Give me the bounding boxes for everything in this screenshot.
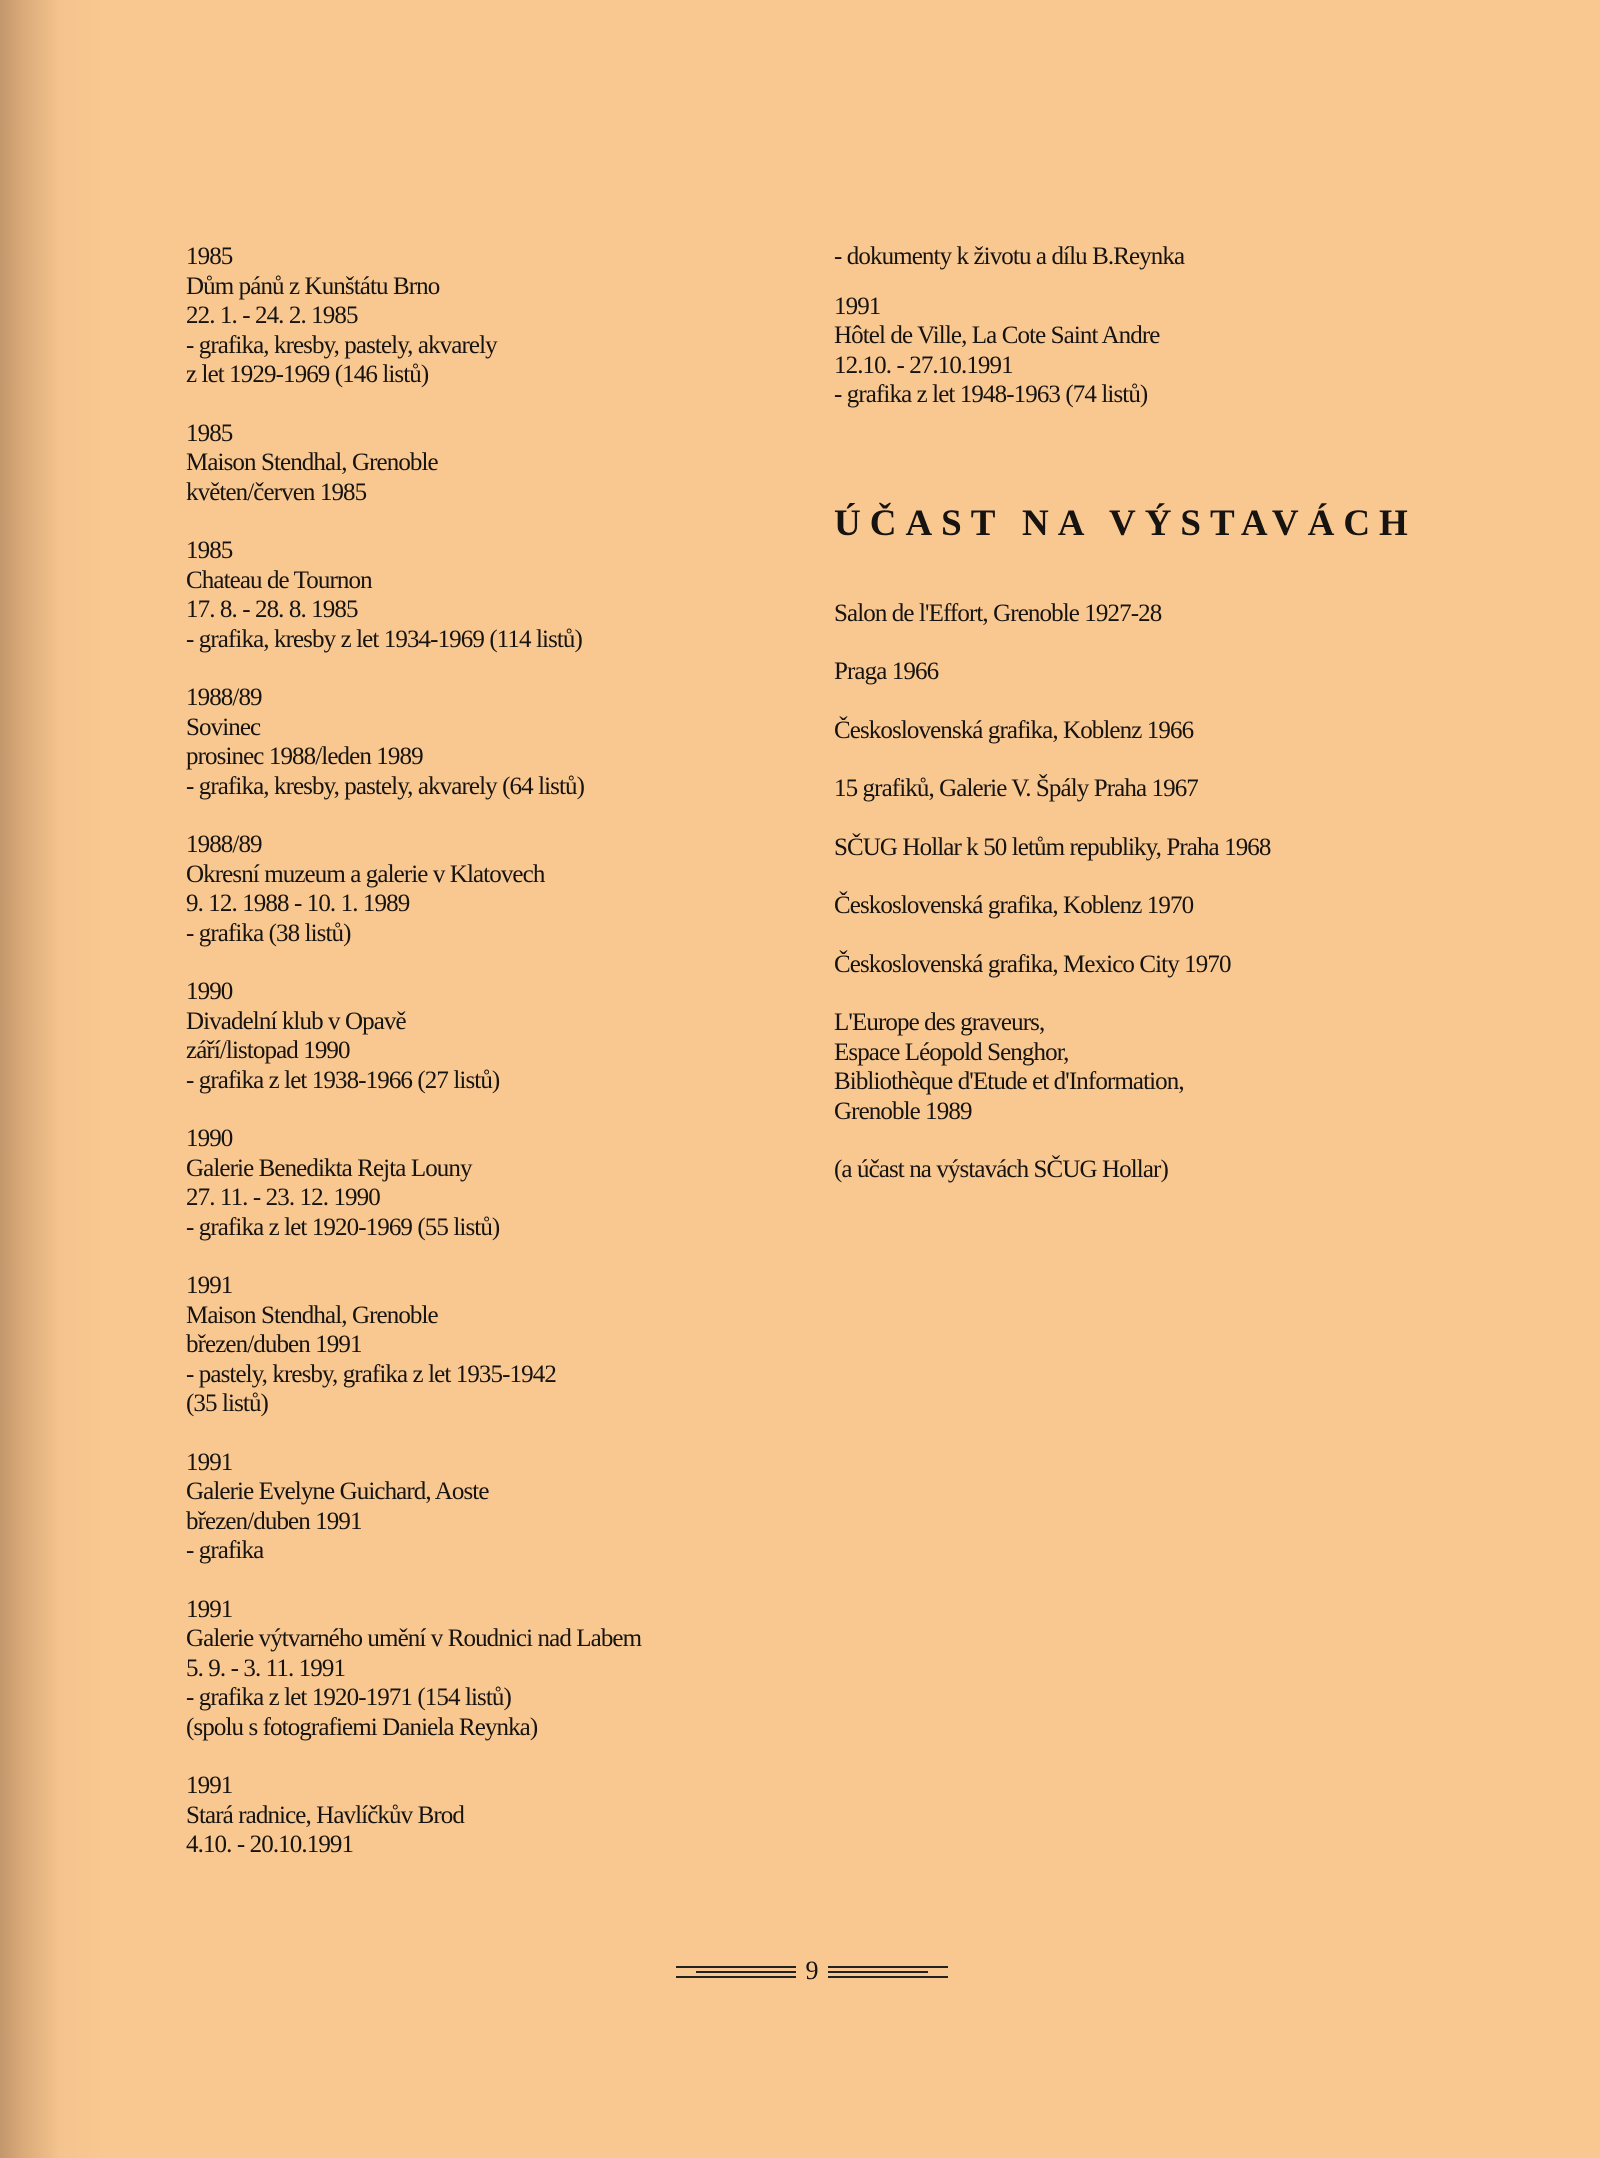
entry-line: Okresní muzeum a galerie v Klatovech: [186, 860, 545, 888]
exhibition-entry: [186, 830, 806, 948]
entry-line: 1991: [834, 292, 881, 320]
entry-line: (spolu s fotografiemi Daniela Reynka): [186, 1713, 538, 1741]
entry-line: Dům pánů z Kunštátu Brno: [186, 272, 440, 300]
entry-line: 1990: [186, 978, 233, 1005]
participation-item: [834, 891, 1474, 921]
entry-line: z let 1929-1969 (146 listů): [186, 361, 429, 388]
entry-line: - grafika z let 1948-1963 (74 listů): [834, 381, 1148, 408]
page-footer: [676, 1956, 948, 1986]
entry-line: 1991: [186, 1448, 233, 1476]
entry-line: - grafika, kresby, pastely, akvarely: [186, 331, 497, 359]
entry-line: Stará radnice, Havlíčkův Brod: [186, 1801, 464, 1829]
entry-line: Divadelní klub v Opavě: [186, 1007, 406, 1035]
exhibition-entry: [186, 1448, 806, 1566]
exhibition-entry: [186, 1124, 806, 1242]
entry-line: 15 grafiků, Galerie V. Špály Praha 1967: [834, 775, 1198, 802]
entry-line: Galerie výtvarného umění v Roudnici nad Labem: [186, 1625, 642, 1652]
exhibition-entry: [186, 536, 806, 654]
entry-line: Grenoble 1989: [834, 1097, 972, 1125]
entry-line: Maison Stendhal, Grenoble: [186, 449, 438, 476]
entry-line: 1985: [186, 243, 233, 270]
participation-item: [834, 1155, 1474, 1185]
page-number: 9: [805, 1956, 819, 1985]
entry-line: L'Europe des graveurs,: [834, 1009, 1045, 1036]
participation-item: [834, 833, 1474, 863]
entry-line: - grafika z let 1920-1971 (154 listů): [186, 1684, 511, 1711]
entry-line: Hôtel de Ville, La Cote Saint Andre: [834, 322, 1160, 349]
entry-line: 1991: [186, 1772, 233, 1799]
participation-item: [834, 599, 1474, 629]
entry-line: Galerie Evelyne Guichard, Aoste: [186, 1478, 489, 1505]
entry-line: Galerie Benedikta Rejta Louny: [186, 1154, 472, 1182]
entry-line: 1988/89: [186, 831, 262, 858]
right-column-exhibitions: [834, 242, 1474, 410]
participation-list: [834, 599, 1474, 1185]
participation-item: [834, 1008, 1474, 1126]
entry-line: Československá grafika, Koblenz 1970: [834, 892, 1194, 919]
entry-line: 1991: [186, 1595, 233, 1623]
entry-line: Praga 1966: [834, 658, 939, 685]
entry-line: 5. 9. - 3. 11. 1991: [186, 1654, 346, 1682]
entry-line: Maison Stendhal, Grenoble: [186, 1301, 438, 1329]
participation-item: [834, 657, 1474, 687]
entry-line: 1991: [186, 1272, 233, 1299]
participation-item: [834, 774, 1474, 804]
entry-line: 17. 8. - 28. 8. 1985: [186, 596, 358, 623]
entry-line: 1988/89: [186, 684, 262, 711]
entry-line: 1985: [186, 419, 233, 447]
entry-line: - dokumenty k životu a dílu B.Reynka: [834, 243, 1185, 270]
entry-line: 22. 1. - 24. 2. 1985: [186, 302, 358, 329]
entry-line: Bibliothèque d'Etude et d'Information,: [834, 1068, 1184, 1095]
footer-rule-right: [828, 1956, 948, 1986]
entry-line: březen/duben 1991: [186, 1507, 362, 1535]
exhibition-entry: [834, 242, 1474, 272]
section-heading-participation: ÚČAST NA VÝSTAVÁCH: [834, 502, 1417, 544]
participation-item: [834, 716, 1474, 746]
exhibition-entry: [186, 1595, 806, 1743]
entry-line: (a účast na výstavách SČUG Hollar): [834, 1156, 1168, 1183]
entry-line: Československá grafika, Mexico City 1970: [834, 950, 1231, 978]
exhibition-entry: [186, 242, 806, 390]
entry-line: - pastely, kresby, grafika z let 1935-1942: [186, 1360, 556, 1388]
exhibition-entry: [186, 1271, 806, 1419]
entry-line: 4.10. - 20.10.1991: [186, 1831, 354, 1858]
entry-line: Espace Léopold Senghor,: [834, 1038, 1069, 1066]
entry-line: 27. 11. - 23. 12. 1990: [186, 1184, 380, 1211]
entry-line: 1990: [186, 1125, 233, 1152]
entry-line: 12.10. - 27.10.1991: [834, 351, 1013, 379]
entry-line: Chateau de Tournon: [186, 566, 372, 594]
entry-line: Salon de l'Effort, Grenoble 1927-28: [834, 599, 1162, 627]
footer-rule-left: [676, 1956, 796, 1986]
entry-line: září/listopad 1990: [186, 1037, 350, 1064]
entry-line: - grafika (38 listů): [186, 919, 351, 947]
entry-line: - grafika: [186, 1537, 264, 1564]
entry-line: Sovinec: [186, 713, 261, 741]
exhibition-entry: [186, 419, 806, 508]
binding-shadow: [0, 0, 60, 2158]
left-column-exhibitions: [186, 242, 806, 1889]
entry-line: Československá grafika, Koblenz 1966: [834, 716, 1194, 744]
right-column: [834, 242, 1474, 1214]
exhibition-entry: [186, 683, 806, 801]
exhibition-entry: [186, 977, 806, 1095]
entry-line: květen/červen 1985: [186, 478, 367, 506]
entry-line: (35 listů): [186, 1390, 268, 1417]
entry-line: prosinec 1988/leden 1989: [186, 743, 423, 770]
entry-line: - grafika z let 1938-1966 (27 listů): [186, 1066, 500, 1094]
exhibition-entry: [834, 292, 1474, 410]
entry-line: - grafika, kresby z let 1934-1969 (114 listů): [186, 625, 582, 653]
participation-item: [834, 950, 1474, 980]
exhibition-entry: [186, 1771, 806, 1860]
entry-line: 1985: [186, 537, 233, 564]
entry-line: 9. 12. 1988 - 10. 1. 1989: [186, 890, 410, 917]
entry-line: březen/duben 1991: [186, 1331, 362, 1358]
entry-line: - grafika, kresby, pastely, akvarely (64 listů): [186, 772, 585, 800]
entry-line: - grafika z let 1920-1969 (55 listů): [186, 1213, 500, 1241]
entry-line: SČUG Hollar k 50 letům republiky, Praha 1968: [834, 833, 1271, 861]
